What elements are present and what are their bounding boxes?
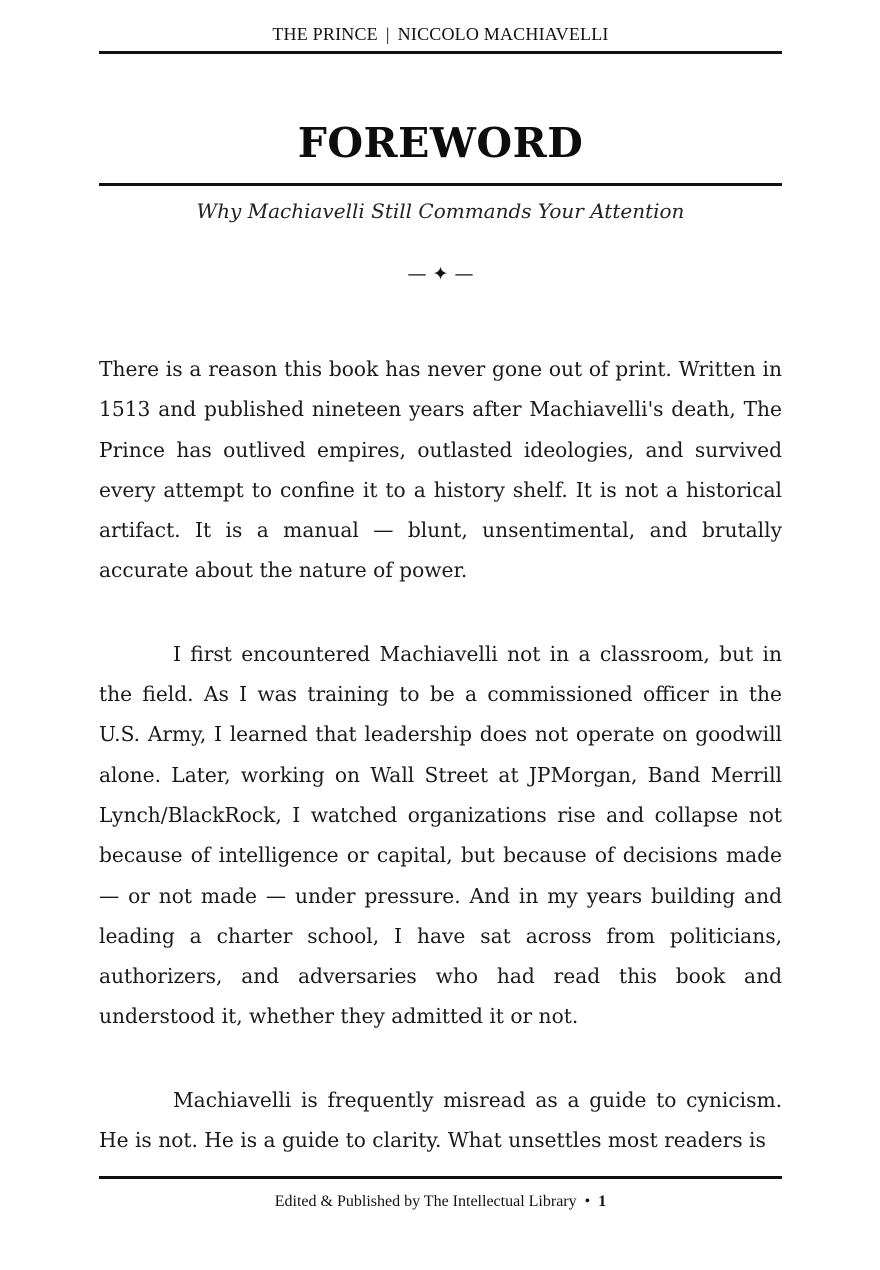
- paragraph-1: There is a reason this book has never gone out of print. Written in 1513 and published nineteen years after Machiavelli's death, The Prince has outlived empires, outlasted ideologies, and survived every attempt to confine it to a history shelf. It is not a historical artifact. It is a manual — blunt, unsentimental, and brutally accurate about the nature of power.: [99, 357, 782, 583]
- header-book-title: THE PRINCE: [272, 24, 378, 44]
- page-number: 1: [598, 1193, 607, 1210]
- running-header: [99, 24, 782, 45]
- body-text: [99, 349, 782, 1203]
- ornament-divider: — ✦ —: [407, 263, 474, 285]
- paragraph-2: I first encountered Machiavelli not in a classroom, but in the field. As I was training to be a commissioned officer in the U.S. Army, I learned that leadership does not operate on goodwill alone. Later, working on Wall Street at JPMorgan, Band Merrill Lynch/BlackRock, I watched organizations rise and collapse not because of intelligence or capital, but because of decisions made — or not made — under pressure. And in my years building and leading a charter school, I have sat across from politicians, authorizers, and adversaries who had read this book and understood it, whether they admitted it or not.: [99, 641, 782, 1029]
- book-page: [99, 0, 782, 1270]
- page-footer: [99, 1193, 782, 1211]
- title-rule: [99, 183, 782, 186]
- footer-bullet: •: [584, 1193, 591, 1210]
- footer-rule: [99, 1176, 782, 1179]
- header-separator: |: [385, 24, 390, 44]
- chapter-title: FOREWORD: [297, 119, 584, 167]
- footer-credit: Edited & Published by The Intellectual Library: [274, 1193, 577, 1210]
- paragraph-3: Machiavelli is frequently misread as a guide to cynicism. He is not. He is a guide to clarity. What unsettles most readers is: [99, 1087, 782, 1153]
- header-author: NICCOLO MACHIAVELLI: [397, 24, 609, 44]
- header-rule: [99, 51, 782, 54]
- chapter-subtitle: Why Machiavelli Still Commands Your Attention: [196, 199, 685, 223]
